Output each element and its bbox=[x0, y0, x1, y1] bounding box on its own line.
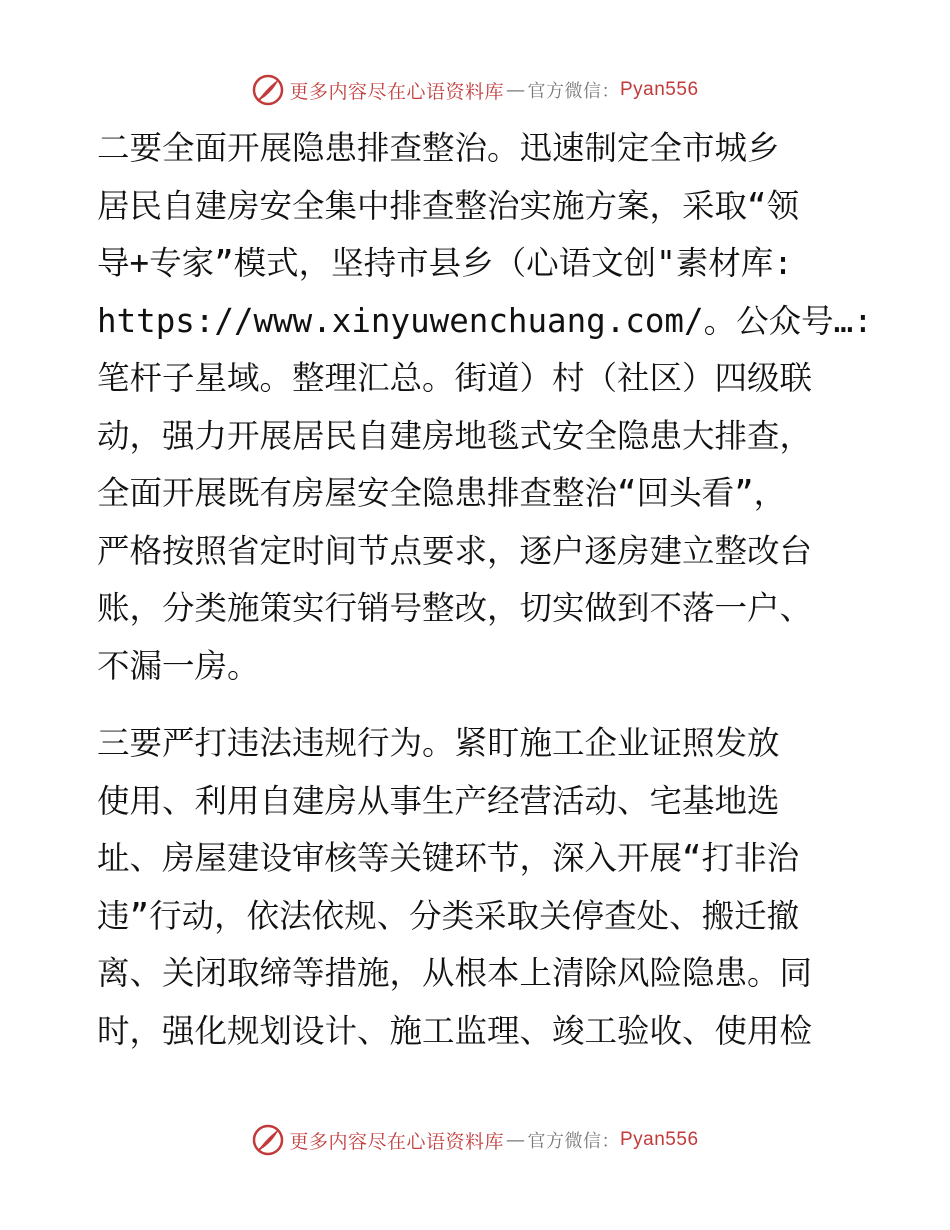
text-line: 导+专家”模式，坚持市县乡（心语文创"素材库: bbox=[97, 244, 793, 282]
banner-dash: — bbox=[506, 1129, 526, 1151]
banner-account: Pyan556 bbox=[620, 79, 699, 100]
text-line: 址、房屋建设审核等关键环节，深入开展“打非治 bbox=[97, 839, 800, 877]
paragraph-spacer bbox=[97, 695, 857, 715]
banner-official-label: 官方微信： bbox=[527, 1131, 620, 1152]
paragraph bbox=[97, 120, 873, 695]
banner-site-text: 更多内容尽在心语资料库 bbox=[289, 80, 504, 103]
text-line: 二要全面开展隐患排查整治。迅速制定全市城乡 bbox=[97, 129, 780, 167]
banner-account: Pyan556 bbox=[620, 1129, 699, 1150]
banner-site-text: 更多内容尽在心语资料库 bbox=[289, 1130, 504, 1153]
feather-pen-logo-icon bbox=[251, 73, 285, 107]
text-line: 居民自建房安全集中排查整治实施方案，采取“领 bbox=[97, 186, 800, 225]
banner-official-label: 官方微信： bbox=[527, 81, 620, 102]
text-line: 时，强化规划设计、施工监理、竣工验收、使用检 bbox=[97, 1011, 813, 1050]
text-line: 使用、利用自建房从事生产经营活动、宅基地选 bbox=[97, 781, 780, 820]
paragraph bbox=[97, 715, 857, 1060]
text-line: 账，分类施策实行销号整改，切实做到不落一户、 bbox=[97, 589, 813, 627]
feather-pen-logo-icon bbox=[251, 1123, 285, 1157]
document-body bbox=[97, 120, 873, 1060]
banner-dash: — bbox=[506, 79, 526, 101]
text-line: 三要严打违法违规行为。紧盯施工企业证照发放 bbox=[97, 724, 780, 762]
header-banner bbox=[0, 70, 950, 110]
text-line: 严格按照省定时间节点要求，逐户逐房建立整改台 bbox=[97, 531, 813, 570]
text-line: https://www.xinyuwenchuang.com/。公众号…: bbox=[97, 301, 873, 340]
text-line: 动，强力开展居民自建房地毯式安全隐患大排查， bbox=[97, 416, 813, 455]
text-line: 不漏一房。 bbox=[97, 646, 260, 685]
footer-banner bbox=[0, 1120, 950, 1160]
text-line: 全面开展既有房屋安全隐患排查整治“回头看”， bbox=[97, 474, 787, 512]
text-line: 笔杆子星域。整理汇总。街道）村（社区）四级联 bbox=[97, 359, 813, 397]
text-line: 离、关闭取缔等措施，从根本上清除风险隐患。同 bbox=[97, 954, 813, 992]
text-line: 违”行动，依法依规、分类采取关停查处、搬迁撤 bbox=[97, 896, 800, 935]
